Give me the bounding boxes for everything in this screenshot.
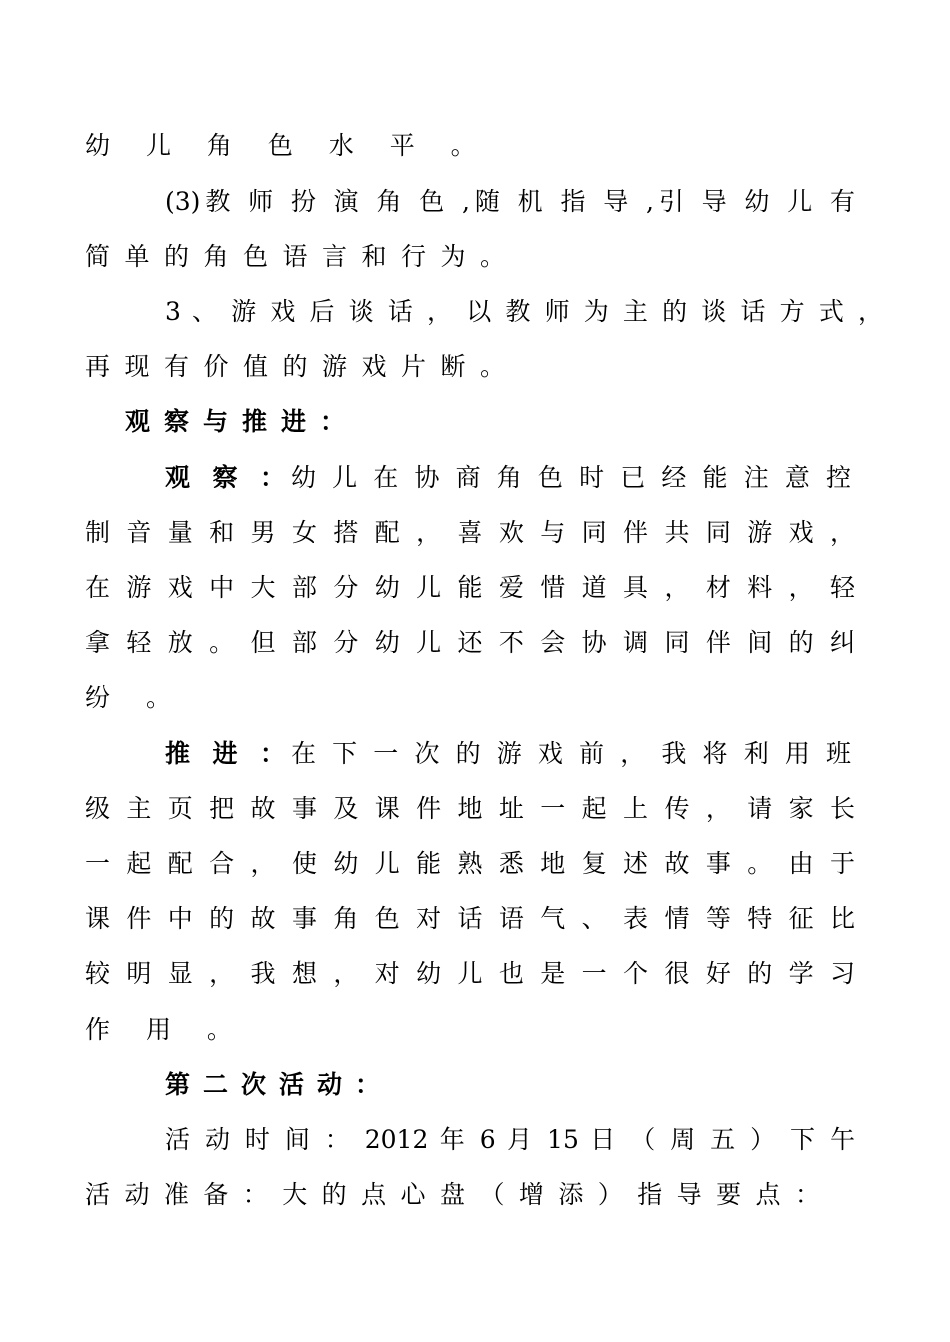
paragraph-line: 较 明 显 ， 我 想 ， 对 幼 儿 也 是 一 个 很 好 的 学 习 [85,959,855,988]
label-observe: 观 察 ： [165,463,285,492]
paragraph-line: 级 主 页 把 故 事 及 课 件 地 址 一 起 上 传 ， 请 家 长 [85,794,855,823]
paragraph-line: 活 动 准 备 ： 大 的 点 心 盘 （ 增 添 ） 指 导 要 点 ： [85,1180,820,1209]
section-heading: 观 察 与 推 进 ： [125,407,345,436]
paragraph-line [165,734,855,774]
section-heading: 第 二 次 活 动 ： [165,1070,380,1099]
paragraph-line: 制 音 量 和 男 女 搭 配 ， 喜 欢 与 同 伴 共 同 游 戏 ， [85,518,855,547]
paragraph-line: 纷 。 [85,683,185,712]
label-advance: 推 进 ： [165,739,285,768]
paragraph-line: 活 动 时 间 ： 2012 年 6 月 15 日 （ 周 五 ） 下 午 [165,1125,855,1154]
paragraph-line: 在 游 戏 中 大 部 分 幼 儿 能 爱 惜 道 具 ， 材 料 ， 轻 [85,573,855,602]
paragraph-line: (3)教 师 扮 演 角 色 ,随 机 指 导 ,引 导 幼 儿 有 [165,187,855,216]
paragraph-line: 幼 儿 角 色 水 平 。 [85,131,490,160]
paragraph-line: 再 现 有 价 值 的 游 戏 片 断 。 [85,352,505,381]
observe-text: 幼 儿 在 协 商 角 色 时 已 经 能 注 意 控 [291,463,851,492]
paragraph-line: 拿 轻 放 。 但 部 分 幼 儿 还 不 会 协 调 同 伴 间 的 纠 [85,628,855,657]
paragraph-line: 作 用 。 [85,1015,246,1044]
paragraph-line [165,458,855,498]
advance-text: 在 下 一 次 的 游 戏 前 ， 我 将 利 用 班 [291,739,851,768]
paragraph-line: 简 单 的 角 色 语 言 和 行 为 。 [85,242,505,271]
paragraph-line: 3 、 游 戏 后 谈 话 ， 以 教 师 为 主 的 谈 话 方 式 ， [165,297,883,326]
paragraph-line: 课 件 中 的 故 事 角 色 对 话 语 气 、 表 情 等 特 征 比 [85,904,855,933]
paragraph-line: 一 起 配 合 ， 使 幼 儿 能 熟 悉 地 复 述 故 事 。 由 于 [85,849,855,878]
